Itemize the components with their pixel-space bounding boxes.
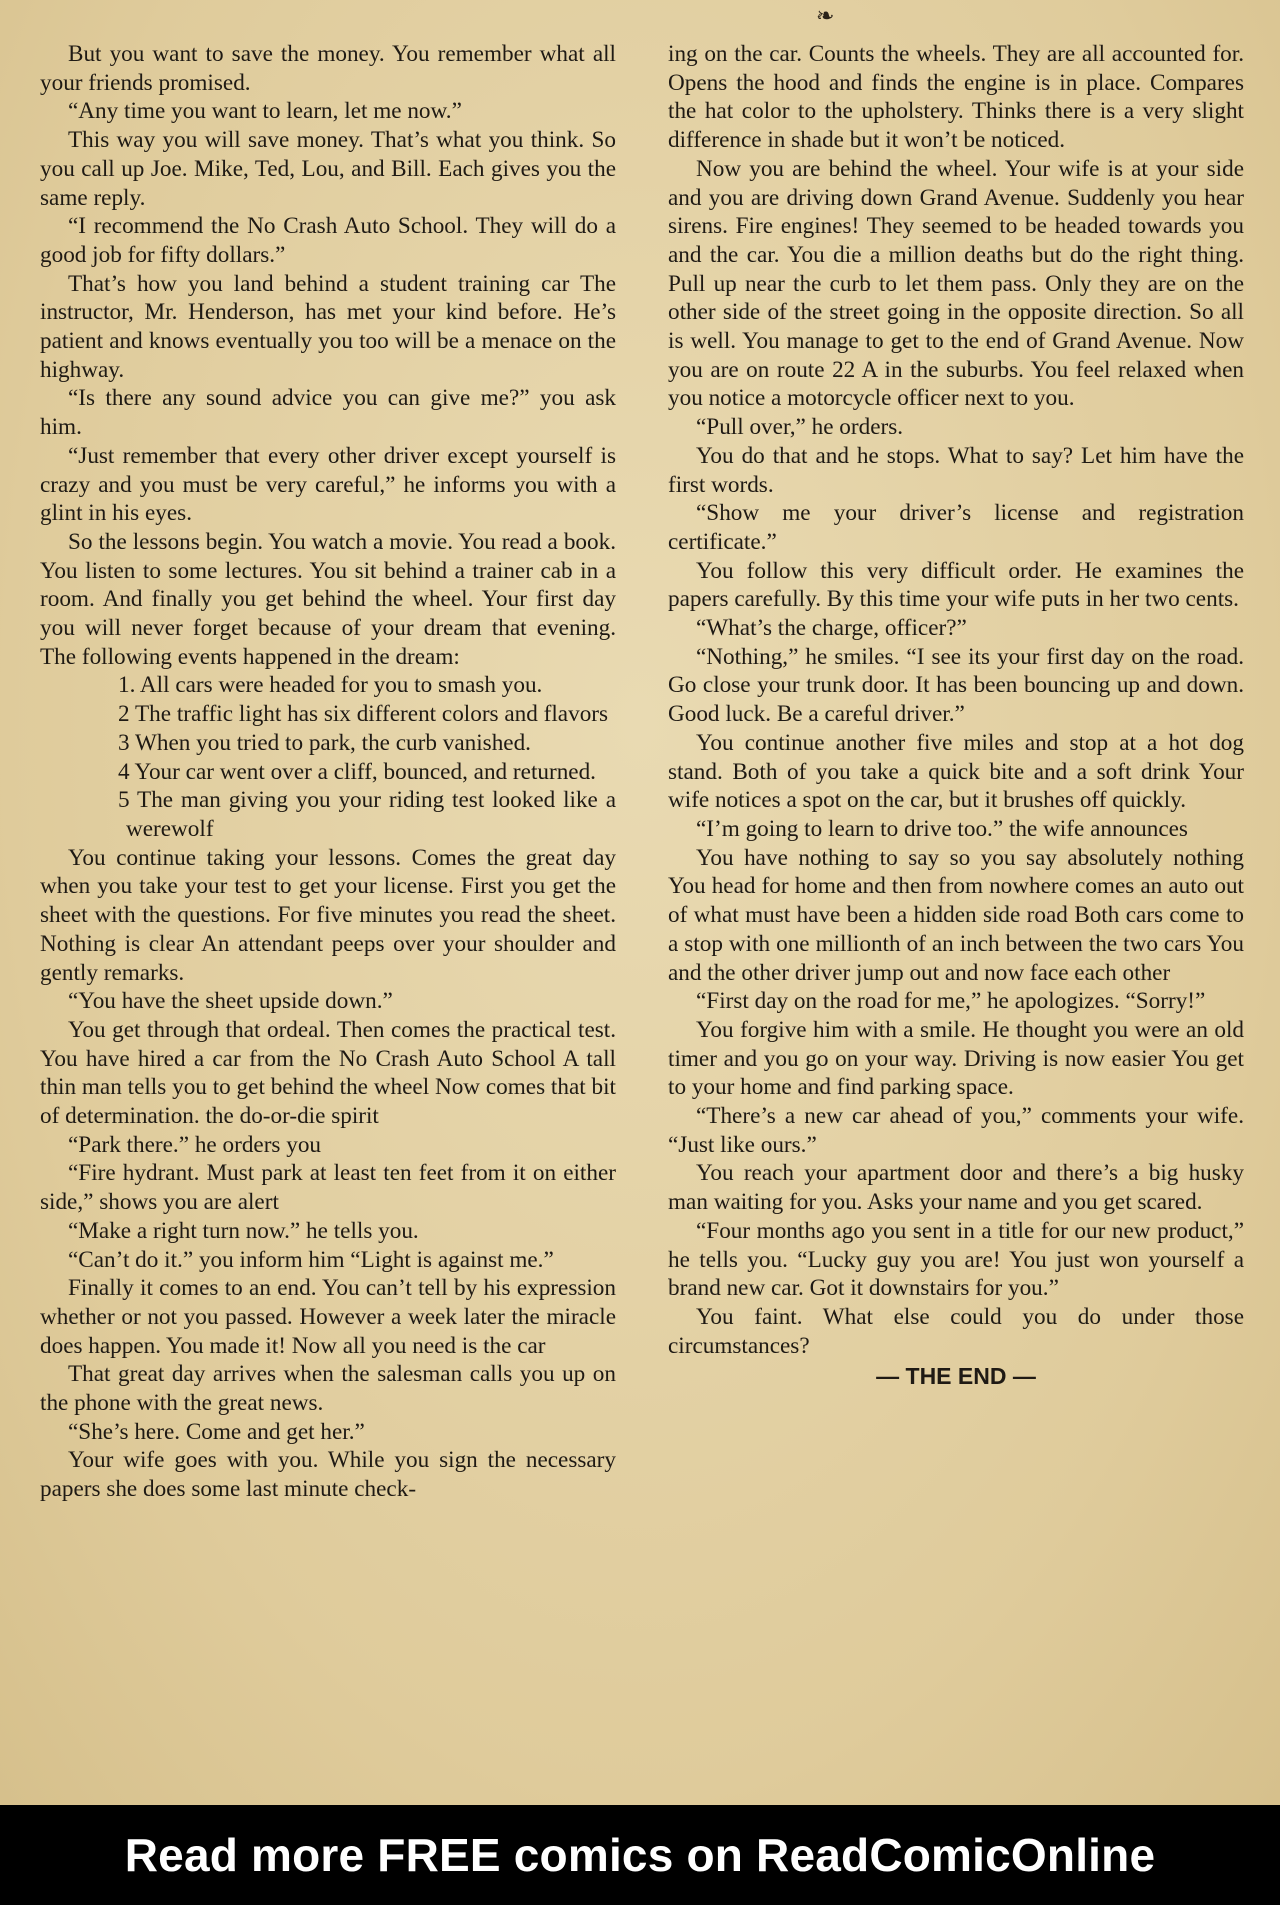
story-paragraph: “Can’t do it.” you inform him “Light is against me.” [68,1246,554,1273]
story-paragraph: You continue another five miles and stop at a hot dog stand. Both of you take a quick bite and a soft drink Your wife notices a spot on the car, but it brushes off quickly. [668,729,1244,814]
story-paragraph: You faint. What else could you do under those circumstances? [668,1303,1244,1359]
page-ornament-icon: ❧ [816,4,835,29]
story-paragraph: You reach your apartment door and there’s a big husky man waiting for you. Asks your name and you get scared. [668,1160,1244,1216]
story-paragraph: “What’s the charge, officer?” [696,615,967,642]
story-paragraph: “I recommend the No Crash Auto School. They will do a good job for fifty dollars.” [40,213,616,268]
story-paragraph: That’s how you land behind a student training car The instructor, Mr. Henderson, has met your kind before. He’s patient and knows eventually you too will be a menace on the highway. [40,270,616,383]
dream-list-item: 4 Your car went over a cliff, bounced, and returned. [118,758,596,785]
dream-list-item: 3 When you tried to park, the curb vanished. [118,729,531,756]
story-paragraph: “She’s here. Come and get her.” [68,1418,365,1445]
story-paragraph: You follow this very difficult order. He examines the papers carefully. By this time your wife puts in her two cents. [668,557,1244,613]
story-paragraph: “Pull over,” he orders. [696,414,904,441]
story-paragraph: “There’s a new car ahead of you,” comments your wife. “Just like ours.” [668,1103,1244,1158]
read-more-banner[interactable] [0,1805,1280,1905]
story-paragraph: “Is there any sound advice you can give me?” you ask him. [40,385,616,441]
story-paragraph: “Four months ago you sent in a title for our new product,” he tells you. “Lucky guy you are! You just won yourself a brand new car. Got it downstairs for you.” [668,1217,1244,1302]
story-paragraph: “Show me your driver’s license and registration certificate.” [668,500,1244,555]
story-paragraph: So the lessons begin. You watch a movie. You read a book. You listen to some lectures. You sit behind a trainer cab in a room. And finally you get behind the wheel. Your first day you will never forget because of your dream that evening. The following events happened in the dream: [40,528,616,670]
story-paragraph: You have nothing to say so you say absolutely nothing You head for home and then from nowhere comes an auto out of what must have been a hidden side road Both cars come to a stop with one millionth of an inch between the two cars You and the other driver jump out and now face each other [668,844,1244,986]
story-paragraph: “Any time you want to learn, let me now.” [68,98,462,125]
story-paragraph: But you want to save the money. You remember what all your friends promised. [40,41,616,96]
dream-list-item: 2 The traffic light has six different colors and flavors [118,701,609,728]
story-paragraph: “Park there.” he orders you [68,1131,322,1158]
left-column [40,40,616,1504]
story-paragraph: You do that and he stops. What to say? Let him have the first words. [668,442,1244,498]
story-paragraph: That great day arrives when the salesman calls you up on the phone with the great news. [40,1361,616,1417]
story-paragraph: ing on the car. Counts the wheels. They are all accounted for. Opens the hood and finds the engine is in place. Compares the hat color to the upholstery. Thinks there is a very slight difference in shade but it won’t be noticed. [668,41,1244,154]
story-paragraph: You continue taking your lessons. Comes the great day when you take your test to get your license. First you get the sheet with the questions. For five minutes you read the sheet. Nothing is clear An attendant peeps over your shoulder and gently remarks. [40,844,616,986]
story-paragraph: “Make a right turn now.” he tells you. [68,1217,419,1244]
story-paragraph: You forgive him with a smile. He thought you were an old timer and you go on your way. Driving is now easier You get to your home and find parking space. [668,1016,1244,1101]
story-paragraph: Now you are behind the wheel. Your wife is at your side and you are driving down Grand Avenue. Suddenly you hear sirens. Fire engines! They seemed to be headed towards you and the car. You die a million deaths but do the right thing. Pull up near the curb to let them pass. Only they are on the other side of the street going in the opposite direction. So all is well. You manage to get to the end of Grand Avenue. Now you are on route 22 A in the suburbs. You feel relaxed when you notice a motorcycle officer next to you. [668,155,1244,412]
story-paragraph: Finally it comes to an end. You can’t tell by his expression whether or not you passed. However a week later the miracle does happen. You made it! Now all you need is the car [40,1275,616,1359]
story-paragraph: Your wife goes with you. While you sign the necessary papers she does some last minute check- [40,1447,616,1503]
story-paragraph: “You have the sheet upside down.” [68,988,393,1015]
story-paragraph: “First day on the road for me,” he apologizes. “Sorry!” [696,988,1206,1015]
story-paragraph: “I’m going to learn to drive too.” the wife announces [696,815,1188,842]
story-paragraph: “Fire hydrant. Must park at least ten feet from it on either side,” shows you are alert [40,1160,616,1216]
right-column [668,40,1244,1391]
the-end-mark: — THE END — [876,1363,1036,1390]
banner-text[interactable]: Read more FREE comics on ReadComicOnline [124,1829,1156,1881]
story-paragraph: This way you will save money. That’s what you think. So you call up Joe. Mike, Ted, Lou, and Bill. Each gives you the same reply. [40,127,616,211]
dream-list-item: 5 The man giving you your riding test looked like a werewolf [118,787,616,842]
story-paragraph: “Just remember that every other driver except yourself is crazy and you must be very careful,” he informs you with a glint in his eyes. [40,442,616,527]
story-paragraph: You get through that ordeal. Then comes the practical test. You have hired a car from the No Crash Auto School A tall thin man tells you to get behind the wheel Now comes that bit of determination. the do-or-die spirit [40,1016,616,1130]
story-paragraph: “Nothing,” he smiles. “I see its your first day on the road. Go close your trunk door. It has been bouncing up and down. Good luck. Be a careful driver.” [668,643,1244,728]
dream-list-item: 1. All cars were headed for you to smash you. [118,672,543,699]
